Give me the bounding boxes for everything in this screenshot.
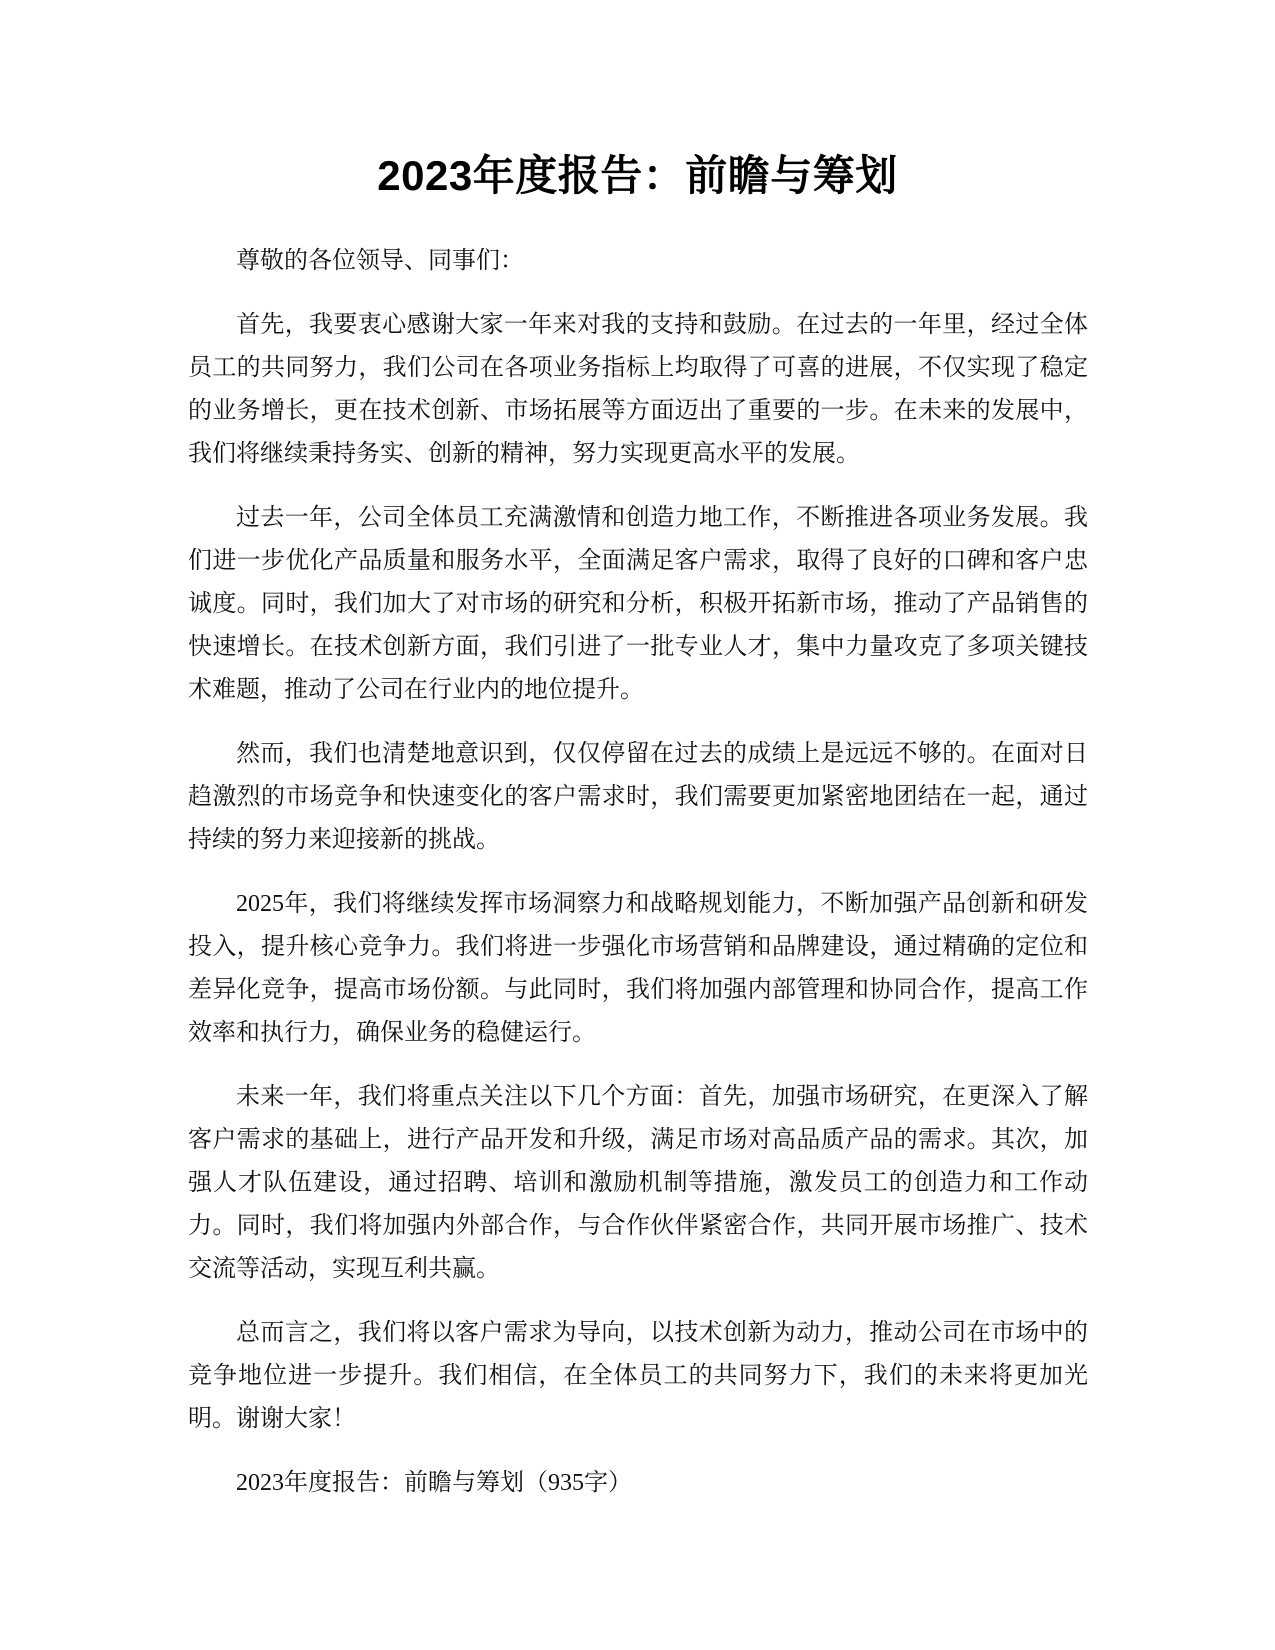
paragraph-conclusion: 总而言之，我们将以客户需求为导向，以技术创新为动力，推动公司在市场中的竞争地位进一步提升。我们相信，在全体员工的共同努力下，我们的未来将更加光明。谢谢大家！ [188, 1320, 1088, 1432]
greeting-line: 尊敬的各位领导、同事们： [236, 248, 524, 274]
paragraph-focus-areas: 未来一年，我们将重点关注以下几个方面：首先，加强市场研究，在更深入了解客户需求的基础上，进行产品开发和升级，满足市场对高品质产品的需求。其次，加强人才队伍建设，通过招聘、培训和激励机制等措施，激发员工的创造力和工作动力。同时，我们将加强内外部合作，与合作伙伴紧密合作，共同开展市场推广、技术交流等活动，实现互利共赢。 [188, 1084, 1088, 1282]
document-body [188, 240, 1088, 1505]
paragraph-thanks: 首先，我要衷心感谢大家一年来对我的支持和鼓励。在过去的一年里，经过全体员工的共同努力，我们公司在各项业务指标上均取得了可喜的进展，不仅实现了稳定的业务增长，更在技术创新、市场拓展等方面迈出了重要的一步。在未来的发展中，我们将继续秉持务实、创新的精神，努力实现更高水平的发展。 [188, 312, 1088, 467]
paragraph-2025-plan: 2025年，我们将继续发挥市场洞察力和战略规划能力，不断加强产品创新和研发投入，提升核心竞争力。我们将进一步强化市场营销和品牌建设，通过精确的定位和差异化竞争，提高市场份额。与此同时，我们将加强内部管理和协同合作，提高工作效率和执行力，确保业务的稳健运行。 [188, 891, 1088, 1046]
document-title: 2023年度报告：前瞻与筹划 [377, 152, 898, 199]
paragraph-challenges: 然而，我们也清楚地意识到，仅仅停留在过去的成绩上是远远不够的。在面对日趋激烈的市场竞争和快速变化的客户需求时，我们需要更加紧密地团结在一起，通过持续的努力来迎接新的挑战。 [188, 741, 1088, 853]
paragraph-past-year: 过去一年，公司全体员工充满激情和创造力地工作，不断推进各项业务发展。我们进一步优化产品质量和服务水平，全面满足客户需求，取得了良好的口碑和客户忠诚度。同时，我们加大了对市场的研究和分析，积极开拓新市场，推动了产品销售的快速增长。在技术创新方面，我们引进了一批专业人才，集中力量攻克了多项关键技术难题，推动了公司在行业内的地位提升。 [188, 505, 1088, 703]
word-count-line: 2023年度报告：前瞻与筹划（935字） [236, 1470, 632, 1496]
